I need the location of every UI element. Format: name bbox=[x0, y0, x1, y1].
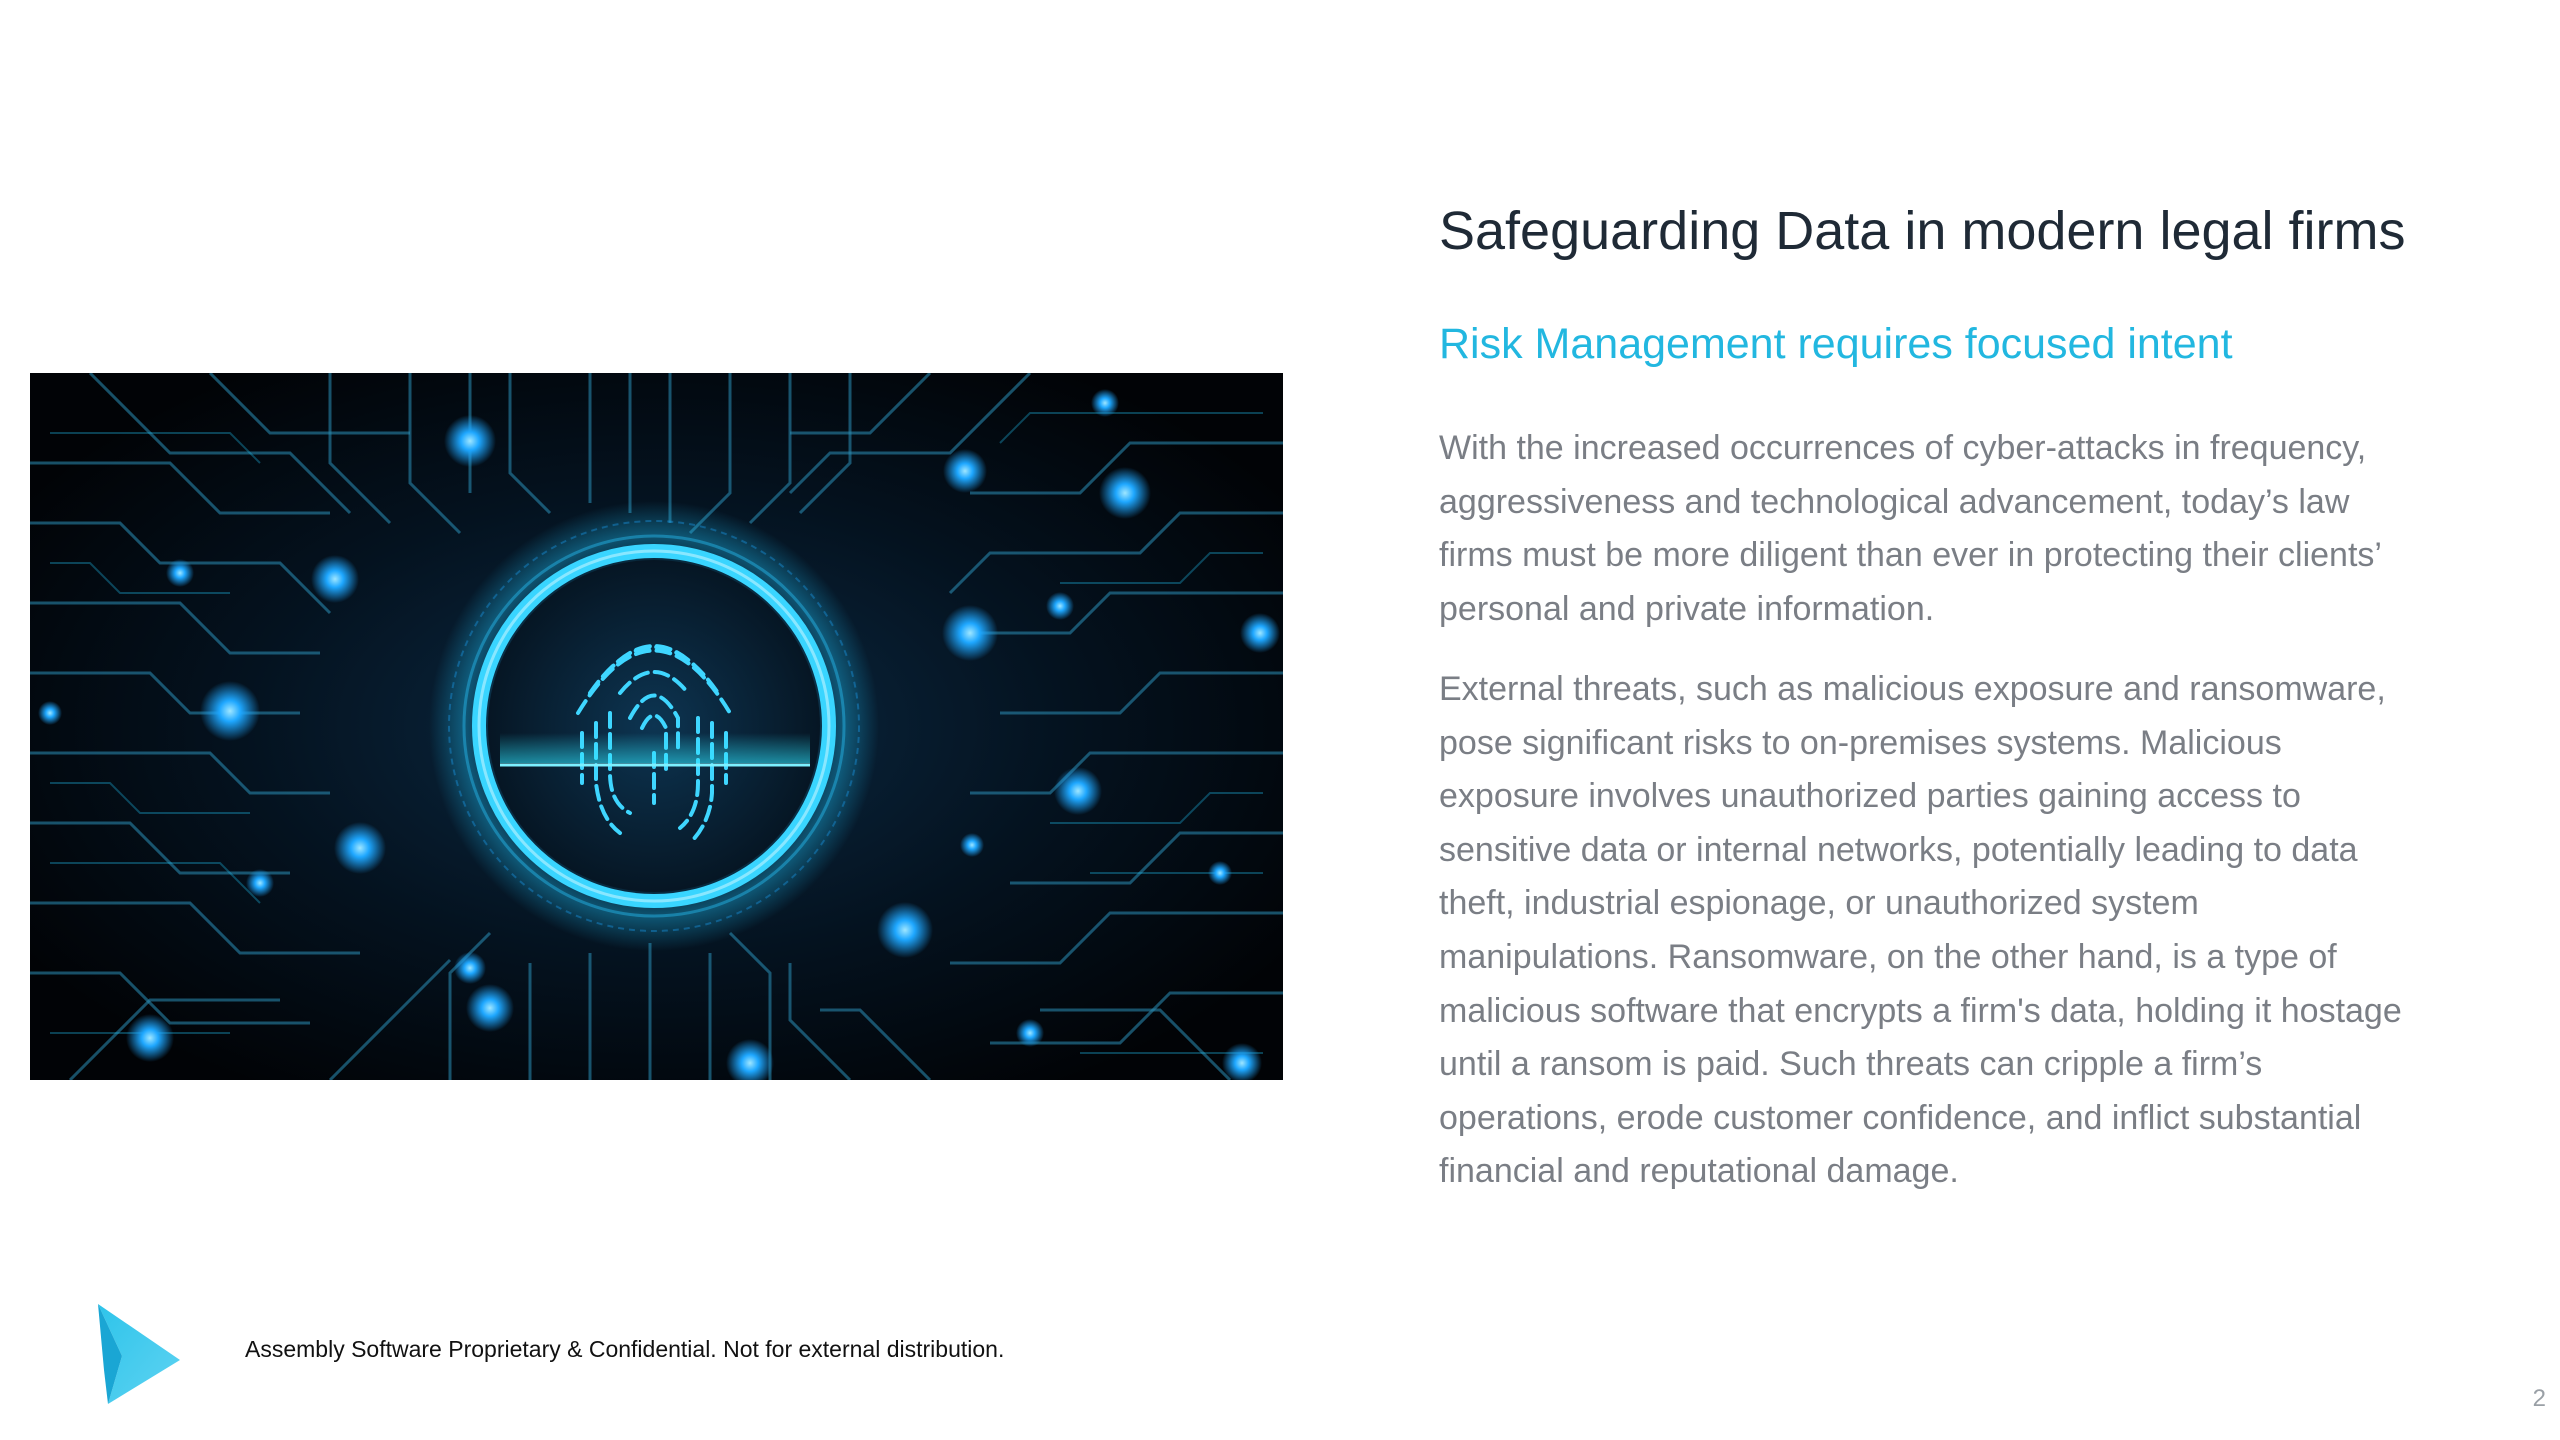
body-paragraph-1: With the increased occurrences of cyber-attacks in frequency, aggressiveness and technological advancement, today’s law firms must be more diligent than ever in protecting their clients’ personal and private information. bbox=[1439, 429, 2381, 628]
slide-subtitle: Risk Management requires focused intent bbox=[1439, 320, 2233, 368]
assembly-logo-icon bbox=[96, 1300, 182, 1406]
fingerprint-circuit-image bbox=[30, 373, 1283, 1080]
fingerprint-circuit-icon bbox=[30, 373, 1283, 1080]
page-number: 2 bbox=[2532, 1385, 2546, 1412]
body-paragraph-2: External threats, such as malicious exposure and ransomware, pose significant risks to on-premises systems. Malicious exposure involves unauthorized parties gaining access to sensitive data or internal networks, potentially leading to data theft, industrial espionage, or unauthorized system manipulations. Ransomware, on the other hand, is a type of malicious software that encrypts a firm's data, holding it hostage until a ransom is paid. Such threats can cripple a firm’s operations, erode customer confidence, and inflict substantial financial and reputational damage. bbox=[1439, 670, 2402, 1191]
slide-title: Safeguarding Data in modern legal firms bbox=[1439, 201, 2406, 261]
confidentiality-notice: Assembly Software Proprietary & Confidential. Not for external distribution. bbox=[245, 1336, 1005, 1362]
